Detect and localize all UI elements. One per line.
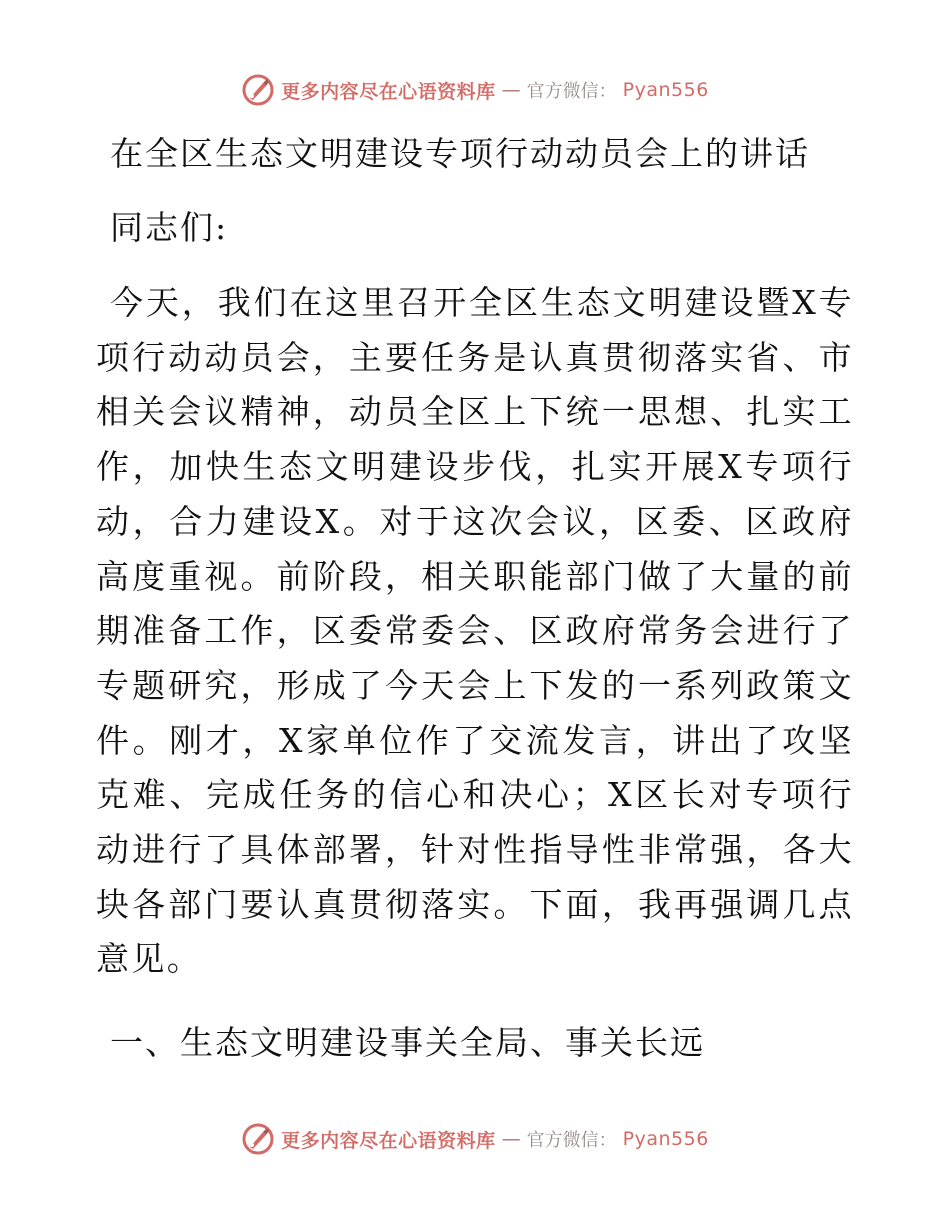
document-body (96, 118, 854, 1069)
watermark-contact-id: Pyan556 (622, 79, 709, 101)
salutation: 同志们: (110, 208, 229, 247)
header-watermark (0, 70, 950, 110)
document-title: 在全区生态文明建设专项行动动员会上的讲话 (110, 134, 810, 173)
watermark-dash: — (501, 79, 521, 101)
watermark-contact-label: 官方微信： (526, 81, 617, 102)
section-heading-1: 一、生态文明建设事关全局、事关长远 (110, 1023, 705, 1063)
watermark-text: 更多内容尽在心语资料库 (281, 1129, 496, 1152)
pen-nib-seal-icon (241, 73, 275, 107)
watermark-text: 更多内容尽在心语资料库 (281, 80, 496, 103)
watermark-contact-label: 官方微信： (526, 1130, 617, 1151)
footer-watermark (0, 1119, 950, 1159)
watermark-dash: — (501, 1128, 521, 1150)
watermark-contact-id: Pyan556 (622, 1128, 709, 1150)
paragraph-1: 今天，我们在这里召开全区生态文明建设暨X专项行动动员会，主要任务是认真贯彻落实省、市相关会议精神，动员全区上下统一思想、扎实工作，加快生态文明建设步伐，扎实开展X专项行动，合力建设X。对于这次会议，区委、区政府高度重视。前阶段，相关职能部门做了大量的前期准备工作，区委常委会、区政府常务会进行了专题研究，形成了今天会上下发的一系列政策文件。刚才，X家单位作了交流发言，讲出了攻坚克难、完成任务的信心和决心；X区长对专项行动进行了具体部署，针对性指导性非常强，各大块各部门要认真贯彻落实。下面，我再强调几点意见。 (96, 283, 854, 979)
pen-nib-seal-icon (241, 1122, 275, 1156)
